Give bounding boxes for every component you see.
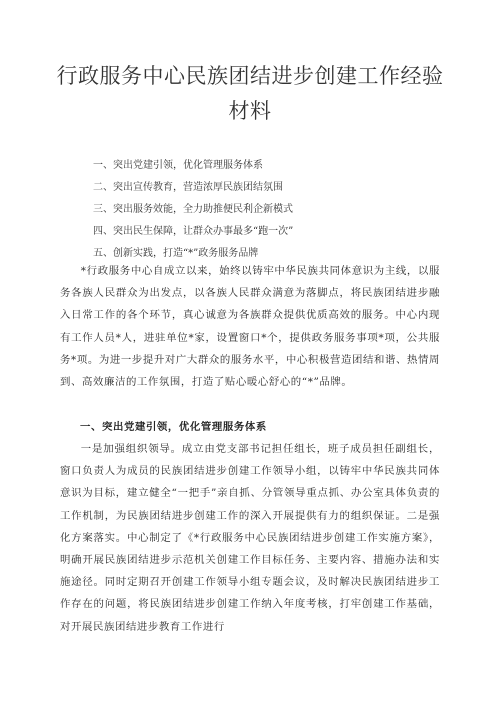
toc-item: 四、突出民生保障，让群众办事最多“跑一次”: [93, 226, 294, 237]
toc-item: 三、突出服务效能，全力助推便民利企新模式: [93, 204, 293, 215]
table-of-contents: [93, 155, 293, 265]
intro-paragraph: *行政服务中心自成立以来，始终以铸牢中华民族共同体意识为主线，以服务各族人民群众为出发点，以各族人民群众满意为落脚点，将民族团结进步融入日常工作的各个环节，真心诚意为各族群众提供优质高效的服务。中心内现有工作人员*人，进驻单位*家，设置窗口*个，提供政务服务事项*项，公共服务*项。为进一步提升对广大群众的服务水平，中心积极营造团结和谐、热情周到、高效廉洁的工作氛围，打造了贴心暖心舒心的“*”品牌。: [60, 265, 440, 389]
toc-item: 一、突出党建引领，优化管理服务体系: [93, 160, 263, 171]
section-paragraph: 一是加强组织领导。成立由党支部书记担任组长，班子成员担任副组长，窗口负责人为成员的民族团结进步创建工作领导小组，以铸牢中华民族共同体意识为目标，建立健全“一把手”亲自抓、分管领导重点抓、办公室具体负责的工作机制，为民族团结进步创建工作的深入开展提供有力的组织保证。二是强化方案落实。中心制定了《*行政服务中心民族团结进步创建工作实施方案》，明确开展民族团结进步示范机关创建工作目标任务、主要内容、措施办法和实施途径。同时定期召开创建工作领导小组专题会议，及时解决民族团结进步工作存在的问题，将民族团结进步创建工作纳入年度考核，打牢创建工作基础，对开展民族团结进步教育工作进行: [60, 443, 440, 633]
section-heading: 一、突出党建引领，优化管理服务体系: [80, 421, 267, 433]
toc-item: 二、突出宣传教育，营造浓厚民族团结氛围: [93, 182, 283, 193]
toc-item: 五、创新实践，打造“*”政务服务品牌: [93, 248, 259, 259]
document-title-line-2: 材料: [228, 99, 272, 123]
document-title-line-1: 行政服务中心民族团结进步创建工作经验: [56, 64, 444, 88]
